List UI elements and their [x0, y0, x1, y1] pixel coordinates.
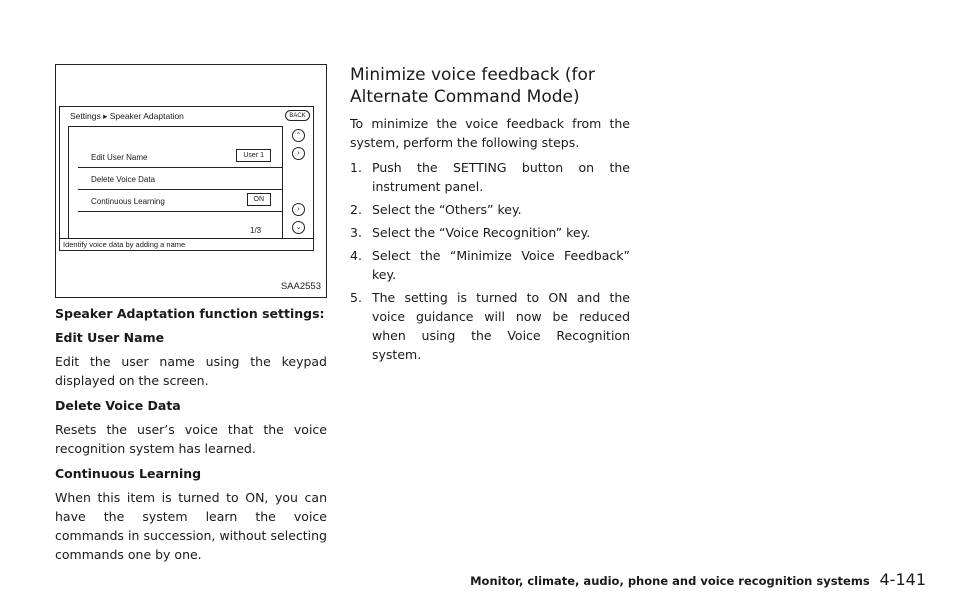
menu-row-value: ON — [247, 193, 272, 206]
screen-illustration — [59, 106, 314, 251]
menu-row-value: User 1 — [236, 149, 271, 162]
footer-section: Monitor, climate, audio, phone and voice recognition systems — [470, 574, 870, 588]
section-heading: Speaker Adaptation function settings: — [55, 306, 325, 321]
figure — [55, 64, 327, 298]
page-number: 4-141 — [879, 570, 926, 589]
step-text: Push the SETTING button on the instrument panel. — [372, 160, 630, 194]
scroll-up-icon: ⌃ — [292, 129, 305, 142]
steps-list — [350, 158, 630, 364]
menu-row-label: Delete Voice Data — [91, 175, 156, 184]
section-heading: Minimize voice feedback (for Alternate Command Mode) — [350, 65, 595, 107]
scroll-down-icon: ⌄ — [292, 221, 305, 234]
arrow-down-icon: › — [292, 203, 305, 216]
screen-footer: Identify voice data by adding a name — [60, 238, 313, 250]
menu-row-label: Edit User Name — [91, 153, 148, 162]
figure-caption: SAA2553 — [280, 281, 321, 292]
menu-row — [78, 168, 283, 190]
page-footer — [470, 570, 926, 589]
list-item — [350, 158, 630, 196]
screen-title: Settings ▸ Speaker Adaptation — [70, 111, 184, 121]
step-number: 1. — [350, 160, 362, 175]
step-number: 2. — [350, 202, 362, 217]
list-item — [350, 288, 630, 364]
step-number: 5. — [350, 290, 362, 305]
right-column — [350, 64, 630, 368]
step-number: 3. — [350, 225, 362, 240]
intro-text: To minimize the voice feedback from the system, perform the following steps. — [350, 116, 630, 150]
step-number: 4. — [350, 248, 362, 263]
step-text: Select the “Others” key. — [372, 202, 522, 217]
item-title: Delete Voice Data — [55, 398, 181, 413]
list-item — [350, 200, 630, 219]
arrow-up-icon: › — [292, 147, 305, 160]
item-body: When this item is turned to ON, you can have the system learn the voice commands in succession, without selecting commands one by one. — [55, 490, 327, 562]
back-button: BACK — [285, 110, 310, 121]
list-item — [350, 246, 630, 284]
menu-row — [78, 190, 283, 212]
item-title: Continuous Learning — [55, 466, 202, 481]
item-body: Resets the user’s voice that the voice recognition system has learned. — [55, 422, 327, 456]
item-body: Edit the user name using the keypad displayed on the screen. — [55, 354, 327, 388]
left-column — [55, 304, 327, 570]
step-text: The setting is turned to ON and the voice guidance will now be reduced when using the Voice Recognition system. — [372, 290, 630, 362]
step-text: Select the “Voice Recognition” key. — [372, 225, 591, 240]
step-text: Select the “Minimize Voice Feedback” key. — [372, 248, 630, 282]
item-title: Edit User Name — [55, 330, 165, 345]
menu-row — [78, 146, 283, 168]
list-item — [350, 223, 630, 242]
menu-list — [78, 146, 283, 212]
page-indicator: 1/3 — [250, 226, 262, 235]
menu-row-label: Continuous Learning — [91, 197, 165, 206]
